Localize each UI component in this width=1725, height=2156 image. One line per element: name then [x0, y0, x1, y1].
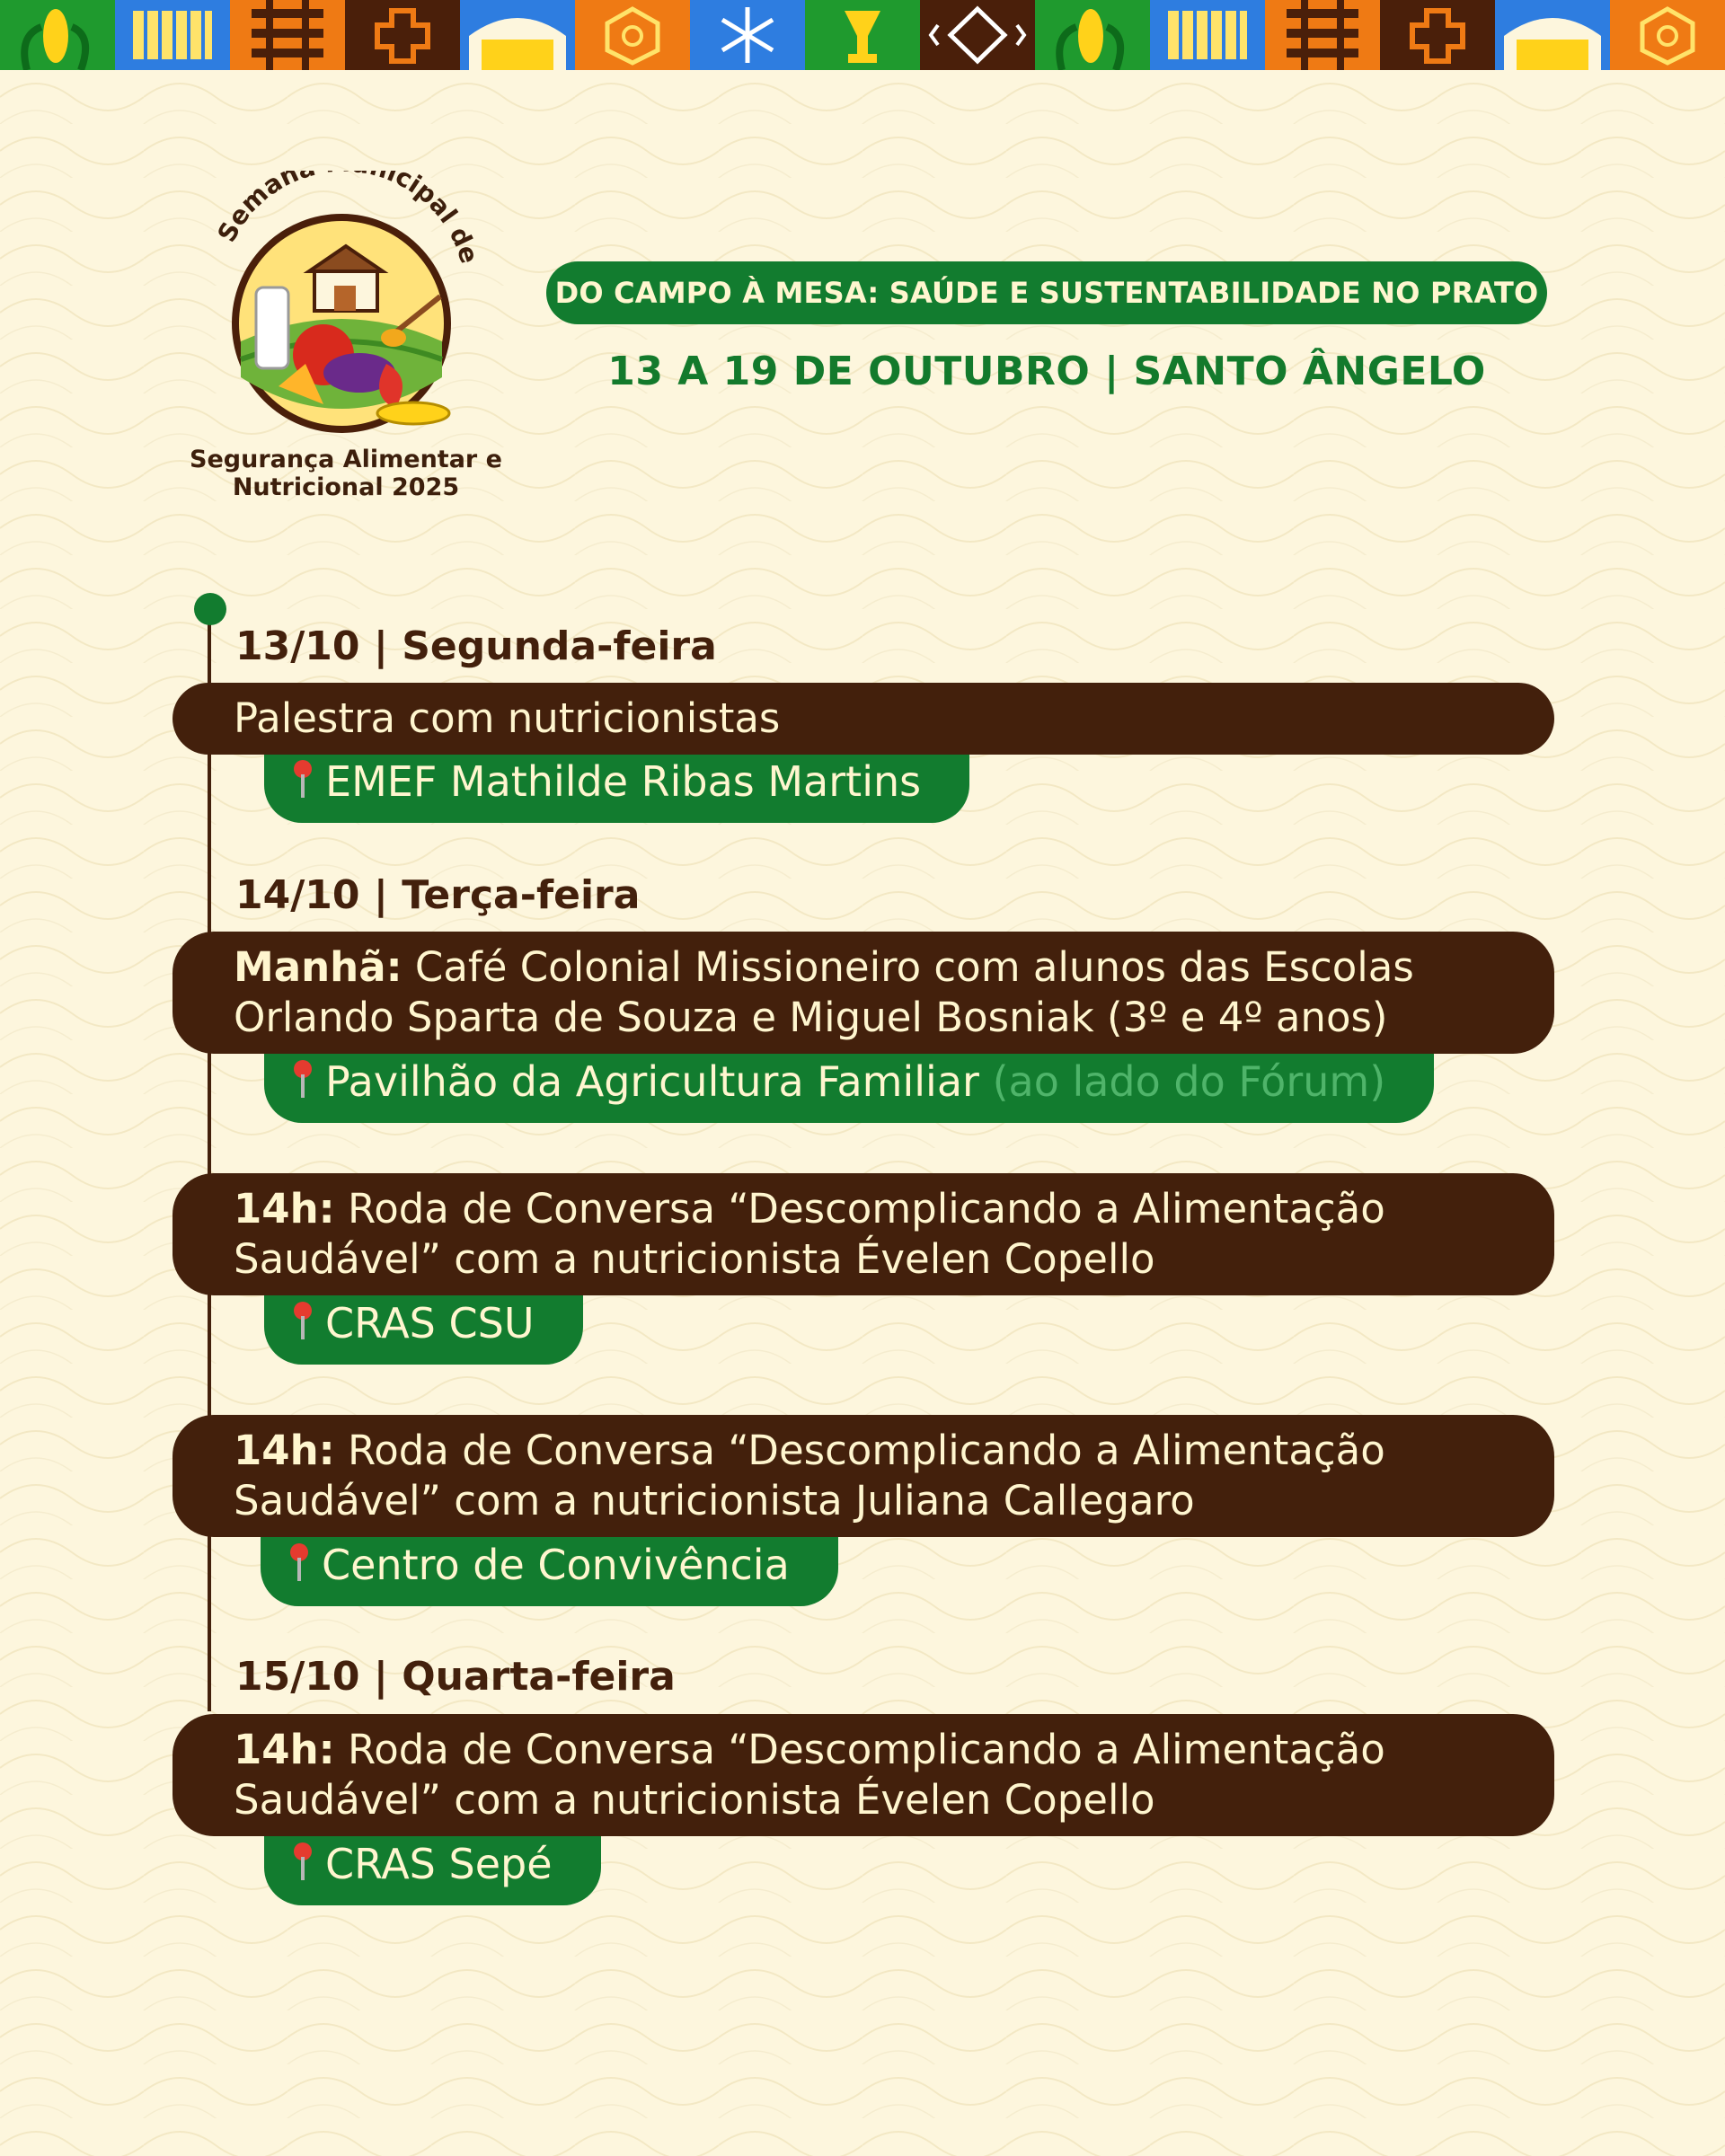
- event-time: 14h:: [234, 1726, 335, 1773]
- location-note: (ao lado do Fórum): [992, 1057, 1386, 1106]
- event-card: [172, 683, 1554, 755]
- location-pin-icon: [291, 1058, 314, 1110]
- event-time: 14h:: [234, 1427, 335, 1474]
- arch-icon: [1495, 0, 1610, 70]
- event-time: 14h:: [234, 1185, 335, 1233]
- location-name: EMEF Mathilde Ribas Martins: [325, 757, 922, 806]
- bridge-icon: [115, 0, 230, 70]
- event-text: Roda de Conversa “Descomplicando a Alimentação Saudável” com a nutricionista Juliana Callegaro: [234, 1427, 1385, 1524]
- event-text: Palestra com nutricionistas: [234, 694, 781, 742]
- location-pin-icon: [291, 1841, 314, 1893]
- location-pin-icon: [291, 1300, 314, 1352]
- event-card: [172, 932, 1554, 1054]
- location-name: CRAS CSU: [325, 1299, 535, 1348]
- corn-icon: [0, 0, 115, 70]
- cross-icon: [345, 0, 460, 70]
- event-text: Roda de Conversa “Descomplicando a Alimentação Saudável” com a nutricionista Évelen Copello: [234, 1185, 1385, 1283]
- location-pin-icon: [288, 1542, 311, 1594]
- location-name: Centro de Convivência: [322, 1541, 790, 1589]
- location-name: CRAS Sepé: [325, 1840, 553, 1888]
- location-pin-icon: [291, 758, 314, 810]
- decorative-top-strip: [0, 0, 1725, 70]
- seal-icon: [1610, 0, 1725, 70]
- snowflake-icon: [690, 0, 805, 70]
- railroad-icon: [1265, 0, 1380, 70]
- event-text: Café Colonial Missioneiro com alunos das Escolas Orlando Sparta de Souza e Miguel Bosniak (3º e 4º anos): [234, 943, 1414, 1041]
- dates-place: 13 A 19 DE OUTUBRO | SANTO ÂNGELO: [607, 349, 1486, 394]
- cross-icon: [1380, 0, 1495, 70]
- railroad-icon: [230, 0, 345, 70]
- logo-title: Segurança Alimentar e Nutricional 2025: [190, 446, 502, 501]
- event-card: [172, 1173, 1554, 1295]
- theme-banner: [546, 261, 1547, 324]
- day-heading: 13/10 | Segunda-feira: [235, 623, 717, 669]
- timeline-start-dot: [194, 593, 226, 625]
- theme-text: DO CAMPO À MESA: SAÚDE E SUSTENTABILIDADE NO PRATO: [554, 276, 1539, 310]
- day-heading: 14/10 | Terça-feira: [235, 872, 641, 918]
- event-time: Manhã:: [234, 943, 402, 991]
- goblet-icon: [805, 0, 920, 70]
- diamond-icon: [920, 0, 1035, 70]
- corn-icon: [1035, 0, 1150, 70]
- event-logo: [171, 171, 521, 512]
- day-heading: 15/10 | Quarta-feira: [235, 1654, 676, 1700]
- timeline-line: [208, 611, 211, 1711]
- event-card: [172, 1714, 1554, 1836]
- logo-emblem: [171, 171, 521, 440]
- arch-icon: [460, 0, 575, 70]
- bridge-icon: [1150, 0, 1265, 70]
- event-text: Roda de Conversa “Descomplicando a Alimentação Saudável” com a nutricionista Évelen Copello: [234, 1726, 1385, 1824]
- event-card: [172, 1415, 1554, 1537]
- logo-arc-text: Seman icipal de: [211, 171, 485, 268]
- seal-icon: [575, 0, 690, 70]
- location-name: Pavilhão da Agricultura Familiar: [325, 1057, 979, 1106]
